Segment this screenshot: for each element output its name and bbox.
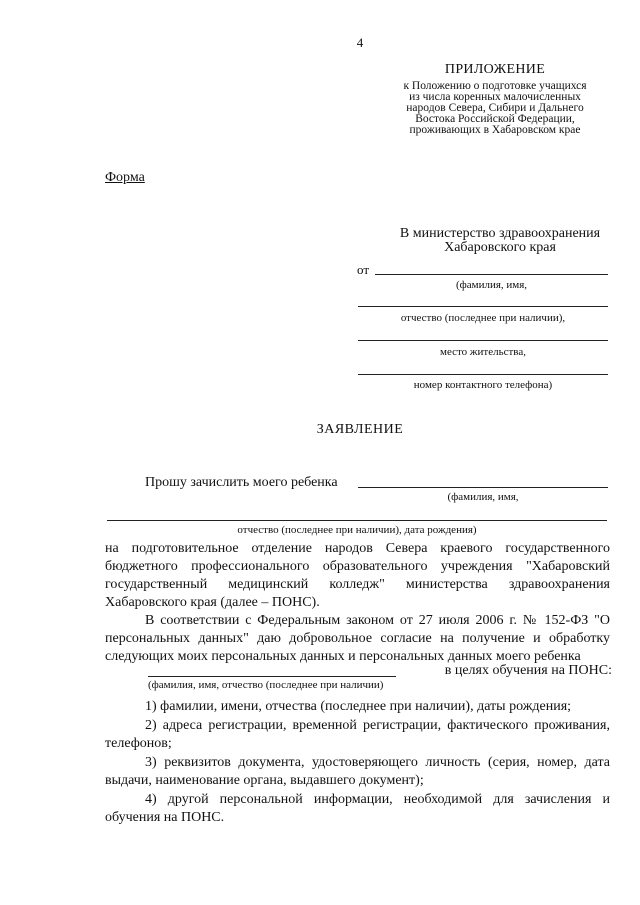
request-text: на подготовительное отделение народов Севера краевого государственного бюджетного профессионального образовательного учреждения "Хабаровский государственный медицинский колледж" министерства здравоохранения Хабаровского края (далее – ПОНС). — [105, 541, 610, 610]
list-item: 4) другой персональной информации, необходимой для зачисления и обучения на ПОНС. — [105, 792, 610, 825]
consent-tail: в целях обучения на ПОНС: — [444, 663, 612, 678]
applicant-name-line[interactable] — [375, 274, 608, 275]
request-lead: Прошу зачислить моего ребенка — [145, 475, 338, 490]
appendix-line: к Положению о подготовке учащихся — [403, 80, 587, 92]
residence-line[interactable] — [358, 340, 608, 341]
page-number: 4 — [356, 35, 364, 50]
child-fullname-line[interactable] — [148, 676, 396, 677]
addressee-line: Хабаровского края — [444, 240, 556, 255]
child-patronymic-line[interactable] — [107, 520, 607, 521]
field-caption: место жительства, — [440, 346, 526, 358]
field-caption: отчество (последнее при наличии), дата рождения) — [237, 524, 477, 536]
from-prefix: от — [357, 262, 370, 277]
field-caption: (фамилия, имя, — [455, 279, 528, 291]
document-title: ЗАЯВЛЕНИЕ — [316, 422, 404, 437]
consent-text: В соответствии с Федеральным законом от 27 июля 2006 г. № 152-ФЗ "О персональных данных" даю добровольное согласие на получение и обработку следующих моих персональных данных и персональных данных моего ребенка — [105, 613, 610, 664]
appendix-line: Востока Российской Федерации, — [415, 113, 575, 125]
field-caption: (фамилия, имя, — [447, 491, 519, 503]
list-item: 3) реквизитов документа, удостоверяющего личность (серия, номер, дата выдачи, наименование органа, выдавшего документ); — [105, 755, 610, 788]
field-caption: номер контактного телефона) — [413, 379, 553, 391]
appendix-line: проживающих в Хабаровском крае — [409, 124, 581, 136]
list-item: 1) фамилии, имени, отчества (последнее при наличии), даты рождения; — [145, 699, 572, 714]
field-caption: (фамилия, имя, отчество (последнее при наличии) — [148, 679, 384, 691]
phone-line[interactable] — [358, 374, 608, 375]
field-caption: отчество (последнее при наличии), — [400, 312, 566, 324]
child-name-line[interactable] — [358, 487, 608, 488]
appendix-line: народов Севера, Сибири и Дальнего — [406, 102, 584, 114]
form-label: Форма — [105, 170, 145, 185]
applicant-patronymic-line[interactable] — [358, 306, 608, 307]
appendix-line: из числа коренных малочисленных — [409, 91, 581, 103]
addressee-line: В министерство здравоохранения — [399, 226, 601, 241]
appendix-title: ПРИЛОЖЕНИЕ — [444, 62, 546, 77]
list-item: 2) адреса регистрации, временной регистрации, фактического проживания, телефонов; — [105, 718, 610, 751]
